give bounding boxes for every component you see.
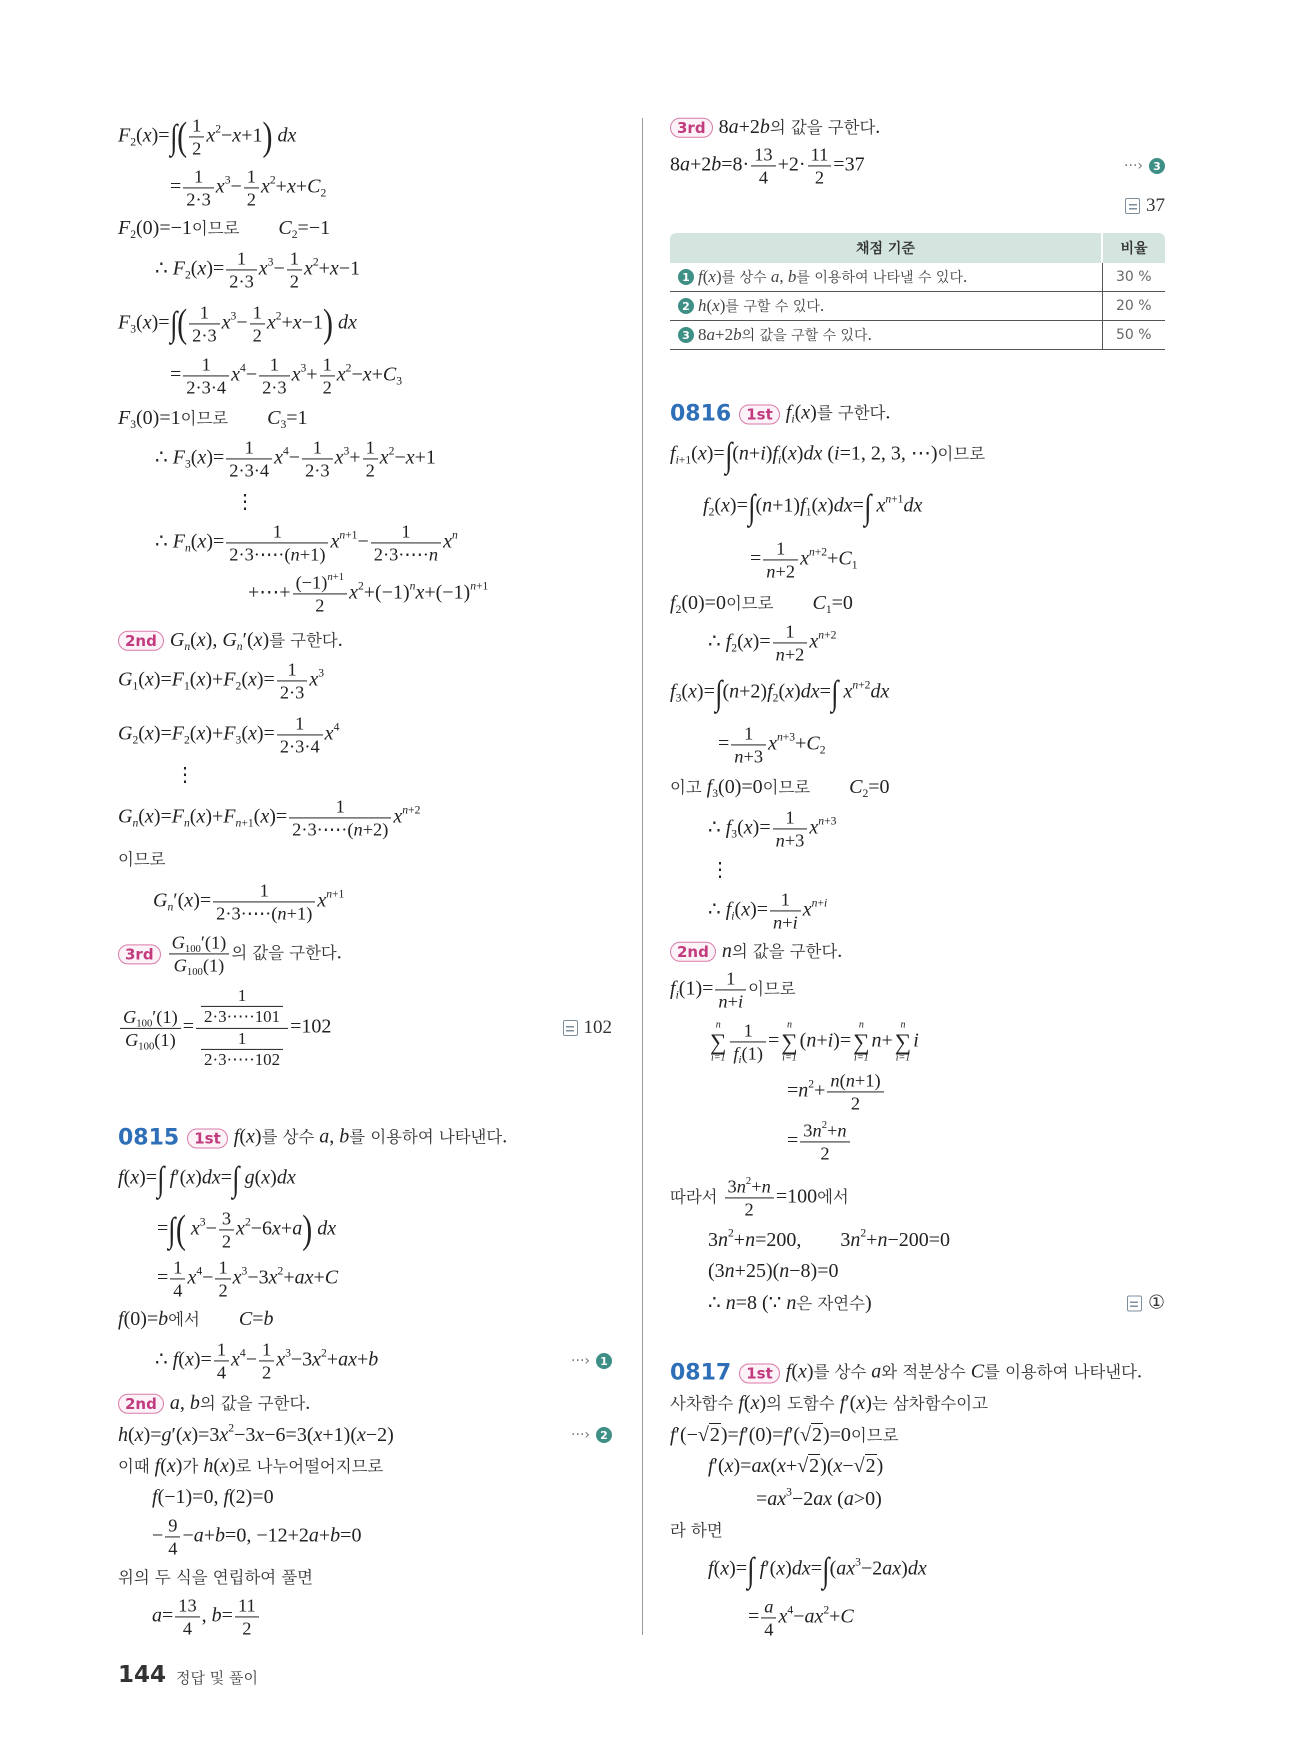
ratio-cell: 30 % [1102, 263, 1165, 292]
column-divider [642, 118, 643, 1635]
step-badge: 3rd [118, 944, 161, 964]
text-line: 사차함수 f(x)의 도함수 f′(x)는 삼차함수이고 [670, 1392, 988, 1414]
criterion-text: f(x)를 상수 a, b를 이용하여 나타낼 수 있다. [698, 267, 968, 286]
answer-icon [563, 1020, 578, 1036]
step-marker-1 [571, 1353, 612, 1369]
problem-number: 0817 [670, 1360, 732, 1386]
step-badge: 1st [739, 1363, 780, 1383]
math-line: = $\frac{3n^2+n}{2}$ [787, 1119, 852, 1164]
math-line: = $\frac{1}{2\cdot 3}$ $x^3-$ $\frac{1}{2}$ $x^2+x+C_2$ [170, 166, 327, 210]
math-line: ∴ $F_3(x)=$ $\frac{1}{2\cdot 3\cdot 4}$ $x^4-$ $\frac{1}{2\cdot 3}$ $x^3+$ $\frac{1}{2}$ $x^2-x+1$ [155, 437, 436, 481]
page-number: 144 [118, 1662, 167, 1688]
math-line: = $\frac{1}{2\cdot 3\cdot 4}$ $x^4-$ $\frac{1}{2\cdot 3}$ $x^3+$ $\frac{1}{2}$ $x^2-x+C_3$ [170, 354, 403, 398]
footer-label: 정답 및 풀이 [176, 1669, 258, 1687]
step-badge: 1st [187, 1128, 228, 1148]
math-line: ∴ n=8 (∵ n은 자연수) [708, 1292, 872, 1314]
math-line: f(x)=∫ $f'(x)dx=\int(ax^3-2ax)dx$ [708, 1550, 927, 1590]
step-badge: 3rd [670, 118, 713, 138]
step-heading: 2nd $G_n(x)$, $G_n'(x)$를 구한다. [118, 629, 343, 651]
dotted-arrow-icon: ···› [571, 1353, 590, 1369]
math-line: $G_n'(x)=$ $\frac{1}{2\cdot 3\cdot\cdots\cdot(n+1)}$ $x^{n+1}$ [153, 880, 345, 924]
answer-icon [1127, 1295, 1142, 1311]
circled-number-icon: 3 [678, 327, 694, 343]
vertical-ellipsis: ⋮ [710, 859, 730, 881]
ratio-cell: 50 % [1102, 321, 1165, 350]
math-line: f(0)=b에서 C=b [118, 1308, 274, 1330]
math-line: $f_{i+1}(x)=\int(n+i)f_i(x)dx$ (i=1, 2, 3, ⋯)이므로 [670, 435, 986, 475]
table-row [670, 292, 1165, 321]
grading-criteria-table [670, 233, 1165, 350]
math-line: ∴ $f_i(x)=$ $\frac{1}{n+i}$ $x^{n+i}$ [708, 889, 828, 933]
math-line: f(−1)=0, f(2)=0 [152, 1486, 274, 1508]
math-line: $G_n(x)=F_n(x)+F_{n+1}(x)=$ $\frac{1}{2\cdot 3\cdot\cdots\cdot(n+2)}$ $x^{n+2}$ [118, 796, 421, 840]
math-line: = $\frac{1}{4}$ $x^4-$ $\frac{1}{2}$ $x^3-3x^2+ax+C$ [157, 1257, 339, 1301]
problem-heading-0815: 0815 1st f(x)를 상수 a, b를 이용하여 나타낸다. [118, 1125, 508, 1151]
math-line: f′(x)=ax(x+√2)(x−√2) [708, 1455, 884, 1477]
answer-value: 102 [583, 1017, 612, 1038]
math-line: $f_i(1)=$ $\frac{1}{n+i}$ 이므로 [670, 968, 796, 1012]
math-line: $f_2(0)=0$이므로 $C_1=0$ [670, 592, 853, 617]
math-line: $F_3(x)=\int$( $\frac{1}{2\cdot 3}$ $x^3-$ $\frac{1}{2}$ $x^2+x-1$) dx [118, 301, 357, 346]
text-line: 위의 두 식을 연립하여 풀면 [118, 1568, 314, 1587]
math-line: ∴ $f_2(x)=$ $\frac{1}{n+2}$ $x^{n+2}$ [708, 621, 837, 665]
step-heading: 2nd a, b의 값을 구한다. [118, 1392, 310, 1414]
math-line: $f_3(x)=\int(n+2)f_2(x)dx=\int$ $x^{n+2}dx$ [670, 673, 890, 713]
ratio-cell: 20 % [1102, 292, 1165, 321]
math-line: $f_2(x)=\int(n+1)f_1(x)dx=\int$ $x^{n+1}dx$ [703, 487, 923, 527]
problem-heading-0817: 0817 1st f(x)를 상수 a와 적분상수 C를 이용하여 나타낸다. [670, 1360, 1142, 1386]
answer-value: ① [1147, 1292, 1165, 1314]
circled-number-icon: 1 [678, 269, 694, 285]
circled-number-icon: 2 [596, 1427, 612, 1443]
vertical-ellipsis: ⋮ [235, 491, 255, 513]
dotted-arrow-icon: ···› [571, 1427, 590, 1443]
step-badge: 2nd [118, 1394, 164, 1414]
math-line: $G_2(x)=F_2(x)+F_3(x)=$ $\frac{1}{2\cdot 3\cdot 4}$ $x^4$ [118, 713, 340, 757]
criterion-text: h(x)를 구할 수 있다. [698, 296, 825, 315]
text-line: 이때 f(x)가 h(x)로 나누어떨어지므로 [118, 1455, 384, 1477]
math-line: = $\frac{1}{n+3}$ $x^{n+3}+C_2$ [718, 723, 826, 767]
step-badge: 2nd [118, 631, 164, 651]
math-line: ∴ f(x)= $\frac{1}{4}$ $x^4-$ $\frac{1}{2}$ $x^3-3x^2+ax+b$ [155, 1339, 379, 1383]
math-line: 이고 $f_3(0)=0$이므로 $C_2=0$ [670, 776, 890, 801]
math-line: $h(x)=g'(x)=3x^2-3x-6=3(x+1)(x-2)$ [118, 1421, 394, 1446]
criterion-text: 8a+2b의 값을 구할 수 있다. [698, 325, 872, 344]
math-line: $3n^2+n=200$, $3n^2+n-200=0$ [708, 1226, 950, 1251]
math-line: n ∑ i=1 $\frac{1}{f_i(1)}$ = n ∑ i=1 (n+i)= n ∑ i=1 n+ n ∑ i=1 i [710, 1019, 919, 1067]
text-line: 라 하면 [670, 1521, 723, 1540]
circled-number-icon: 2 [678, 298, 694, 314]
math-line: 따라서 $\frac{3n^2+n}{2}$ =100에서 [670, 1174, 849, 1220]
math-line: f′(−√2)=f′(0)=f′(√2)=0이므로 [670, 1424, 899, 1446]
table-row [670, 263, 1165, 292]
step-badge: 1st [739, 404, 780, 424]
math-line: 8a+2b=8· $\frac{13}{4}$ +2· $\frac{11}{2}$ =37 [670, 144, 865, 188]
circled-number-icon: 3 [1149, 158, 1165, 174]
math-line: ∴ $f_3(x)=$ $\frac{1}{n+3}$ $x^{n+3}$ [708, 807, 837, 851]
table-row [670, 321, 1165, 350]
math-line: = $\frac{1}{n+2}$ $x^{n+2}+C_1$ [750, 538, 858, 582]
math-line: f(x)=∫ f′(x)dx=∫ g(x)dx [118, 1159, 296, 1199]
step-marker-2 [571, 1427, 612, 1443]
dotted-arrow-icon: ···› [1124, 158, 1143, 174]
column-header-criteria: 채점 기준 [670, 233, 1102, 263]
math-line: =∫( $x^3-$ $\frac{3}{2}$ $x^2-6x+a$) dx [157, 1207, 337, 1252]
problem-number: 0816 [670, 401, 732, 427]
math-line: ∴ $F_n(x)=$ $\frac{1}{2\cdot 3\cdot\cdots\cdot(n+1)}$ $x^{n+1}-$ $\frac{1}{2\cdot 3\cdot\cdots\cdot n}$ $x^n$ [155, 521, 458, 565]
step-heading: 3rd 8a+2b의 값을 구한다. [670, 116, 880, 138]
step-heading: 2nd n의 값을 구한다. [670, 940, 842, 962]
step-marker-3 [1124, 158, 1165, 174]
problem-heading-0816: 0816 1st $f_i(x)$를 구한다. [670, 401, 891, 427]
math-line: +⋯+ $\frac{(-1)^{n+1}}{2}$ $x^2+(-1)^nx+(-1)^{n+1}$ [248, 570, 489, 616]
math-line: $=n^2+$ $\frac{n(n+1)}{2}$ [787, 1069, 886, 1114]
math-line: $=ax^3-2ax$ (a>0) [756, 1485, 882, 1510]
column-header-ratio: 비율 [1102, 233, 1165, 263]
step-badge: 2nd [670, 942, 716, 962]
circled-number-icon: 1 [596, 1353, 612, 1369]
math-line: ∴ $F_2(x)=$ $\frac{1}{2\cdot 3}$ $x^3-$ $\frac{1}{2}$ $x^2+x-1$ [155, 248, 361, 292]
text-line: 이므로 [118, 850, 166, 869]
math-line: $F_3(0)=1$이므로 $C_3=1$ [118, 407, 308, 432]
math-line: $G_1(x)=F_1(x)+F_2(x)=$ $\frac{1}{2\cdot 3}$ $x^3$ [118, 659, 325, 703]
answer-0816 [1127, 1292, 1165, 1315]
step-heading: 3rd $\frac{G_{100}'(1)}{G_{100}(1)}$ 의 값을 구한다. [118, 931, 342, 976]
answer-value: 37 [1146, 195, 1165, 216]
answer-0814 [563, 1017, 613, 1039]
math-line: $F_2(x)=\int$( $\frac{1}{2}$ $x^2-x+1$) dx [118, 114, 297, 159]
math-line: − $\frac{9}{4}$ −a+b=0, −12+2a+b=0 [152, 1515, 362, 1559]
answer-0815 [1125, 195, 1165, 217]
math-line: (3n+25)(n−8)=0 [708, 1260, 839, 1282]
answer-icon [1125, 198, 1140, 214]
math-line: a= $\frac{13}{4}$ , b= $\frac{11}{2}$ [152, 1594, 261, 1639]
math-line: = $\frac{a}{4}$ $x^4-ax^2+C$ [748, 1596, 854, 1640]
vertical-ellipsis: ⋮ [175, 764, 195, 786]
math-line: $\frac{G_{100}'(1)}{G_{100}(1)}$ = $\frac{\frac{1}{2\cdot 3\cdot\cdots\cdot 101}}{\frac{1}{2\cdot 3\cdot\cdots\cdot 102}}$ =102 [118, 986, 331, 1070]
problem-number: 0815 [118, 1125, 180, 1151]
math-line: $F_2(0)=-1$이므로 $C_2=-1$ [118, 217, 331, 242]
